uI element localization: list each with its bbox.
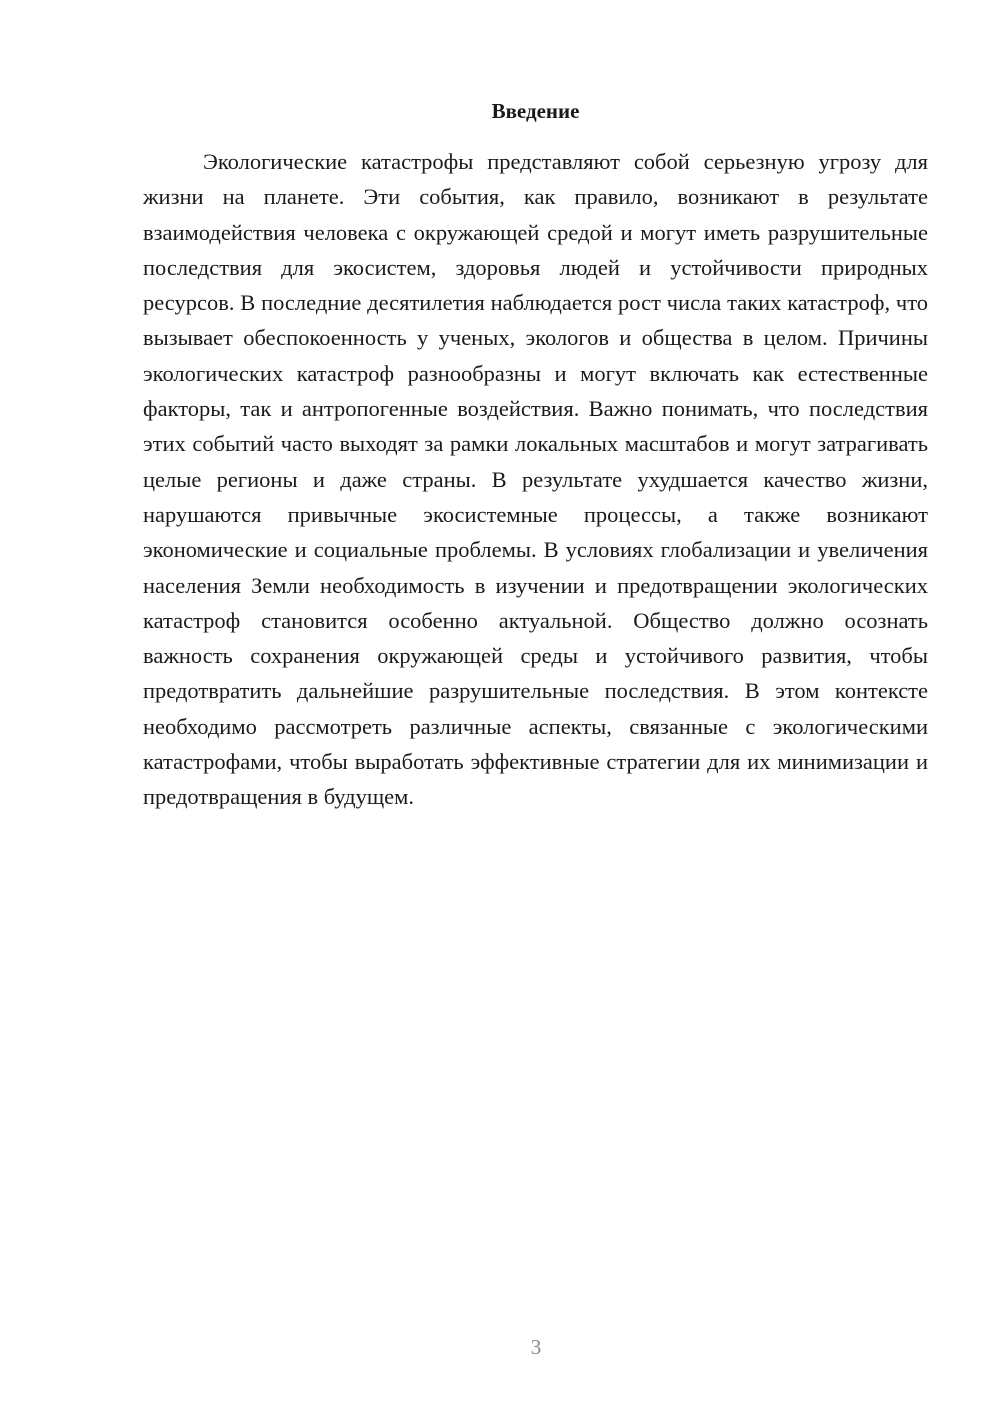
page-number: 3 [530,1335,542,1359]
body-paragraph: Экологические катастрофы представляют собой серьезную угрозу для жизни на планете. Эти события, как правило, возникают в результате взаимодействия человека с окружающей средой и могут иметь разрушительные последствия для экосистем, здоровья людей и устойчивости природных ресурсов. В последние десятилетия наблюдается рост числа таких катастроф, что вызывает обеспокоенность у ученых, экологов и общества в целом. Причины экологических катастроф разнообразны и могут включать как естественные факторы, так и антропогенные воздействия. Важно понимать, что последствия этих событий часто выходят за рамки локальных масштабов и могут затрагивать целые регионы и даже страны. В результате ухудшается качество жизни, нарушаются привычные экосистемные процессы, а также возникают экономические и социальные проблемы. В условиях глобализации и увеличения населения Земли необходимость в изучении и предотвращении экологических катастроф становится особенно актуальной. Общество должно осознать важность сохранения окружающей среды и устойчивого развития, чтобы предотвратить дальнейшие разрушительные последствия. В этом контексте необходимо рассмотреть различные аспекты, связанные с экологическими катастрофами, чтобы выработать эффективные стратегии для их минимизации и предотвращения в будущем. [143,149,928,810]
section-heading: Введение [491,99,580,123]
